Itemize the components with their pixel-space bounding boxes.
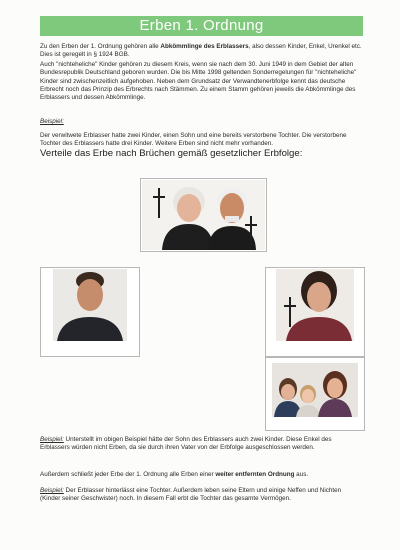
intro-paragraph-1	[40, 43, 362, 60]
note-paragraph	[40, 471, 362, 479]
grandchildren-photo-frame	[265, 357, 365, 431]
example-2-paragraph	[40, 436, 362, 453]
example-2-label: Beispiel:	[40, 436, 64, 443]
page-title: Erben 1. Ordnung	[40, 16, 363, 36]
grandchildren-photo	[272, 363, 358, 417]
note-text-start: Außerdem schließt jeder Erbe der 1. Ordnung alle Erben einer	[40, 471, 216, 478]
son-photo-frame	[40, 267, 140, 357]
grandparents-photo	[142, 180, 265, 250]
example-1-label-text: Beispiel:	[40, 118, 64, 125]
intro-text-end: , also dessen Kinder, Enkel, Urenkel etc. Dies ist geregelt in § 1924 BGB.	[40, 43, 362, 59]
cross-icon	[284, 297, 296, 327]
son-photo	[53, 269, 127, 341]
example-1-text: Der verwitwete Erblasser hatte zwei Kinder, einen Sohn und eine bereits verstorbene Tochter. Die verstorbene Tochter des Erblassers hatte drei Kinder. Weitere Erben sind nicht mehr vorhanden.	[40, 132, 347, 148]
example-3-text: Der Erblasser hinterlässt eine Tochter. Außerdem leben seine Eltern und einige Neffen und Nichten (Kinder seiner Geschwister) noch. In diesem Fall erbt die Tochter das gesamte Vermögen.	[40, 487, 342, 503]
daughter-photo-frame	[265, 267, 365, 357]
instruction-heading: Verteile das Erbe nach Brüchen gemäß gesetzlicher Erbfolge:	[40, 148, 303, 159]
example-1-label	[40, 118, 64, 126]
note-text-end: aus.	[294, 471, 309, 478]
example-3-paragraph	[40, 487, 362, 504]
intro-paragraph-2: Auch "nichteheliche" Kinder gehören zu diesem Kreis, wenn sie nach dem 30. Juni 1949 in dem Gebiet der alten Bundesrepublik Deutschland geboren wurden. Die bis Mitte 1998 geltenden Sonderregelungen für "nichteheliche" Kinder sind zwischenzeitlich aufgehoben. Neben dem Grundsatz der Verwandtenerbfolge kennt das deutsche Erbrecht noch das Prinzip des Erbrechts nach Stämmen. Zu einem Stamm gehören jeweils die Abkömmlinge des Erblassers und dessen Abkömmlinge.	[40, 61, 357, 102]
daughter-photo	[276, 269, 354, 341]
intro-text-bold: Abkömmlinge des Erblassers	[160, 43, 249, 50]
grandchildren-illustration	[272, 363, 358, 417]
example-2-text: Unterstellt im obigen Beispiel hätte der Sohn des Erblassers auch zwei Kinder. Diese Enkel des Erblassers würden nicht Erben, da sie durch ihren Vater von der Erbfolge ausgeschlossen werden.	[40, 436, 332, 452]
example-3-label: Beispiel:	[40, 487, 64, 494]
son-illustration	[53, 269, 127, 341]
cross-icon	[153, 188, 165, 218]
cross-icon	[245, 216, 257, 246]
note-text-bold: weiter entfernten Ordnung	[215, 471, 295, 478]
grandparents-photo-frame	[140, 178, 267, 252]
intro-text-start: Zu den Erben der 1. Ordnung gehören alle	[40, 43, 161, 50]
